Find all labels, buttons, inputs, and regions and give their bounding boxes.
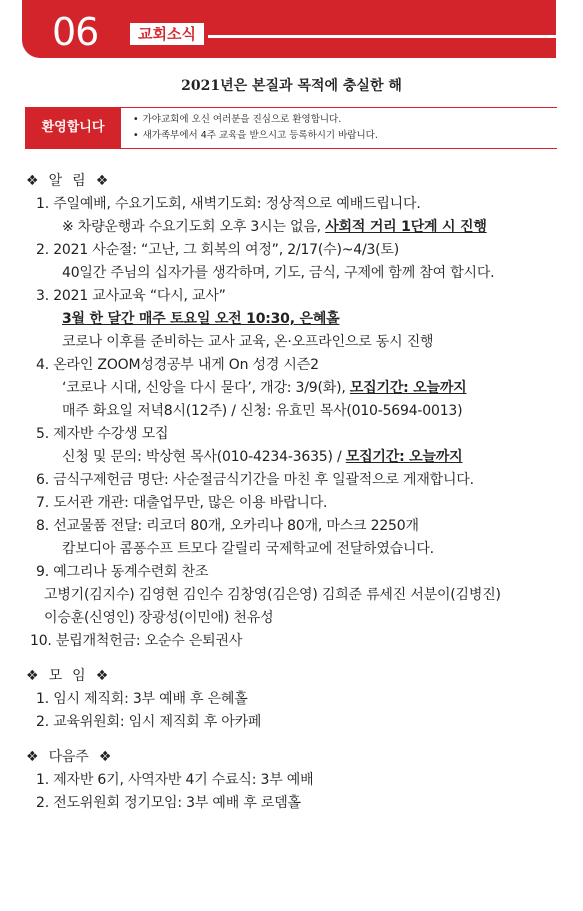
notice-highlight: 3월 한 달간 매주 토요일 오전 10:30, 은혜홀: [62, 311, 340, 327]
notice-item: 2. 2021 사순절: “고난, 그 회복의 여정”, 2/17(수)~4/3(토): [36, 242, 400, 258]
notices-section: [22, 170, 562, 653]
notice-subline: 고병기(김지수) 김영현 김인수 김창영(김은영) 김희준 류세진 서분이(김병진): [44, 587, 501, 603]
section-title: 교회소식: [130, 23, 204, 45]
notice-subline: 매주 화요일 저녁8시(12주) / 신청: 유효민 목사(010-5694-0013): [62, 403, 463, 419]
notice-text: ‘코로나 시대, 신앙을 다시 묻다’, 개강: 3/9(화),: [62, 380, 350, 396]
notice-subline: 40일간 주님의 십자가를 생각하며, 기도, 금식, 구제에 함께 참여 합시다.: [62, 265, 495, 281]
banner-divider: [208, 35, 556, 38]
notice-item: 10. 분립개척헌금: 오순수 은퇴권사: [30, 633, 243, 649]
notice-subline: 캄보디아 콤퐁수프 트모다 갈릴리 국제학교에 전달하였습니다.: [62, 541, 434, 557]
next-week-item: 1. 제자반 6기, 사역자반 4기 수료식: 3부 예배: [36, 772, 314, 788]
section-banner: [22, 0, 556, 58]
notices-title: ❖ 알 림 ❖: [26, 173, 109, 189]
welcome-line: • 새가족부에서 4주 교육을 받으시고 등록하시기 바랍니다.: [133, 128, 378, 144]
notice-item: 1. 주일예배, 수요기도회, 새벽기도회: 정상적으로 예배드립니다.: [36, 196, 421, 212]
notice-item: 6. 금식구제헌금 명단: 사순절금식기간을 마친 후 일괄적으로 게재합니다.: [36, 472, 474, 488]
notice-item: 4. 온라인 ZOOM성경공부 내게 On 성경 시즌2: [36, 357, 319, 373]
next-week-item: 2. 전도위원회 정기모임: 3부 예배 후 로뎀홀: [36, 795, 301, 811]
meeting-item: 1. 임시 제직회: 3부 예배 후 은혜홀: [36, 691, 248, 707]
notice-item: 5. 제자반 수강생 모집: [36, 426, 169, 442]
notice-highlight: 사회적 거리 1단계 시 진행: [325, 219, 487, 235]
welcome-label: 환영합니다: [25, 108, 121, 148]
notice-item: 3. 2021 교사교육 “다시, 교사”: [36, 288, 226, 304]
notice-text: 신청 및 문의: 박상현 목사(010-4234-3635) /: [62, 449, 346, 465]
meetings-title: ❖ 모 임 ❖: [26, 668, 109, 684]
notice-item: 8. 선교물품 전달: 리코더 80개, 오카리나 80개, 마스크 2250개: [36, 518, 419, 534]
notice-subline: [22, 377, 562, 400]
meetings-section: [22, 665, 562, 734]
next-week-title: ❖ 다음주 ❖: [26, 749, 112, 765]
notice-item: 7. 도서관 개관: 대출업무만, 많은 이용 바랍니다.: [36, 495, 328, 511]
notice-highlight: 모집기간: 오늘까지: [349, 380, 467, 396]
notice-subline: [22, 216, 562, 239]
meeting-item: 2. 교육위원회: 임시 제직회 후 아카페: [36, 714, 262, 730]
page-subtitle: 2021년은 본질과 목적에 충실한 해: [181, 78, 402, 94]
next-week-section: [22, 746, 562, 815]
welcome-box: [25, 107, 557, 149]
notice-subline: 이승훈(신영인) 장광성(이민애) 천유성: [44, 610, 274, 626]
notice-subline: 코로나 이후를 준비하는 교사 교육, 온·오프라인으로 동시 진행: [62, 334, 434, 350]
notice-text: ※ 차량운행과 수요기도회 오후 3시는 없음,: [62, 219, 326, 235]
notice-subline: [22, 446, 562, 469]
bulletin-content: [22, 170, 562, 815]
welcome-line: • 가야교회에 오신 여러분을 진심으로 환영합니다.: [133, 112, 378, 128]
welcome-lines: [133, 112, 378, 144]
notice-highlight: 모집기간: 오늘까지: [345, 449, 463, 465]
section-number: 06: [52, 10, 99, 54]
notice-item: 9. 예그리나 동계수련회 찬조: [36, 564, 209, 580]
